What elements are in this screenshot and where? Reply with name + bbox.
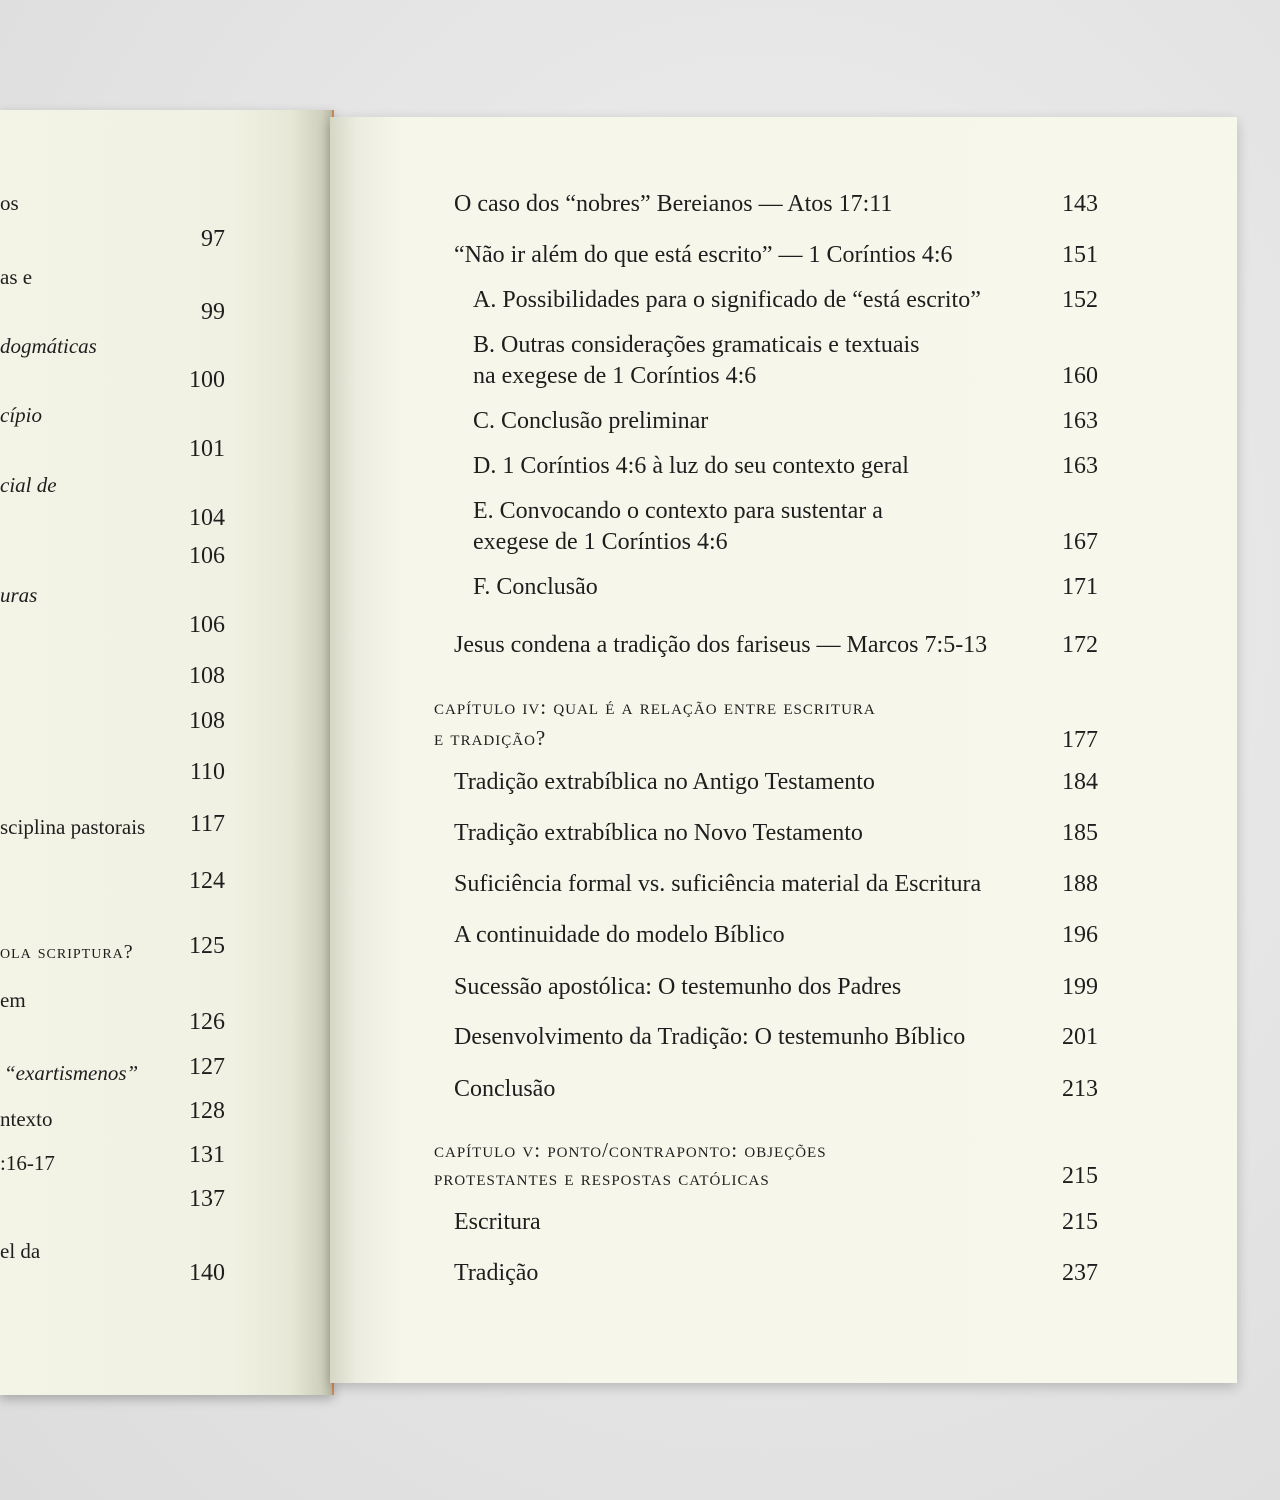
page-number: 201 bbox=[1062, 1024, 1098, 1050]
toc-line-fragment: ntexto bbox=[0, 1107, 53, 1131]
page-number: 199 bbox=[1062, 974, 1098, 1000]
toc-entry-title-continued: exegese de 1 Coríntios 4:6 bbox=[473, 529, 728, 555]
toc-entry-title: A. Possibilidades para o significado de “está escrito” bbox=[473, 287, 981, 313]
page-number: 163 bbox=[1062, 408, 1098, 434]
toc-line-fragment: os bbox=[0, 191, 19, 215]
toc-entry-title: Desenvolvimento da Tradição: O testemunho Bíblico bbox=[454, 1024, 966, 1050]
toc-line-fragment: em bbox=[0, 988, 26, 1012]
page-number: 137 bbox=[189, 1186, 225, 1212]
page-number: 167 bbox=[1062, 529, 1098, 555]
page-number: 104 bbox=[189, 505, 225, 531]
page-number: 160 bbox=[1062, 363, 1098, 389]
page-number: 126 bbox=[189, 1009, 225, 1035]
toc-chapter-title-continued: e tradição? bbox=[434, 726, 547, 750]
toc-entry-title: Tradição extrabíblica no Antigo Testamento bbox=[454, 769, 875, 795]
toc-chapter-title-continued: protestantes e respostas católicas bbox=[434, 1166, 770, 1190]
page-number: 127 bbox=[189, 1054, 225, 1080]
page-number: 97 bbox=[201, 226, 225, 252]
page-number: 172 bbox=[1062, 632, 1098, 658]
page-number: 131 bbox=[189, 1142, 225, 1168]
toc-entry-title: Suficiência formal vs. suficiência material da Escritura bbox=[454, 871, 982, 897]
toc-entry-title: Tradição extrabíblica no Novo Testamento bbox=[454, 820, 863, 846]
page-number: 106 bbox=[189, 543, 225, 569]
page-number: 124 bbox=[189, 868, 225, 894]
page-number: 110 bbox=[189, 759, 225, 785]
toc-line-fragment: cial de bbox=[0, 473, 57, 497]
toc-entry-title: A continuidade do modelo Bíblico bbox=[454, 922, 785, 948]
toc-line-fragment: dogmáticas bbox=[0, 334, 97, 358]
page-number: 196 bbox=[1062, 922, 1098, 948]
toc-entry-title: Sucessão apostólica: O testemunho dos Padres bbox=[454, 974, 902, 1000]
page-number: 143 bbox=[1062, 191, 1098, 217]
page-number: 215 bbox=[1062, 1209, 1098, 1235]
page-number: 108 bbox=[189, 663, 225, 689]
page-number: 237 bbox=[1062, 1260, 1098, 1286]
page-number: 99 bbox=[201, 299, 225, 325]
toc-chapter-fragment: ola scriptura? bbox=[0, 941, 134, 963]
toc-entry-title-continued: na exegese de 1 Coríntios 4:6 bbox=[473, 363, 757, 389]
toc-entry-title: Conclusão bbox=[454, 1076, 556, 1102]
page-number: 188 bbox=[1062, 871, 1098, 897]
toc-entry-title: “Não ir além do que está escrito” — 1 Coríntios 4:6 bbox=[454, 242, 953, 268]
toc-line-fragment: uras bbox=[0, 583, 38, 607]
toc-line-fragment: :16-17 bbox=[0, 1151, 55, 1175]
toc-line-fragment: as e bbox=[0, 265, 33, 289]
toc-entry-title: O caso dos “nobres” Bereianos — Atos 17:11 bbox=[454, 191, 893, 217]
page-number: 125 bbox=[189, 933, 225, 959]
page-number: 163 bbox=[1062, 453, 1098, 479]
toc-entry-title: B. Outras considerações gramaticais e textuais bbox=[473, 332, 920, 358]
page-number: 177 bbox=[1062, 727, 1098, 753]
toc-entry-title: C. Conclusão preliminar bbox=[473, 408, 709, 434]
page-number: 213 bbox=[1062, 1076, 1098, 1102]
toc-line-fragment: sciplina pastorais bbox=[0, 815, 146, 839]
toc-line-fragment: cípio bbox=[0, 403, 42, 427]
page-number: 215 bbox=[1062, 1163, 1098, 1189]
page-number: 117 bbox=[189, 811, 225, 837]
toc-chapter-title: capítulo iv: qual é a relação entre escritura bbox=[434, 695, 876, 719]
page-number: 128 bbox=[189, 1098, 225, 1124]
page-number: 151 bbox=[1062, 242, 1098, 268]
toc-entry-title: Escritura bbox=[454, 1209, 541, 1235]
page-number: 140 bbox=[189, 1260, 225, 1286]
toc-entry-title: D. 1 Coríntios 4:6 à luz do seu contexto geral bbox=[473, 453, 909, 479]
page-number: 171 bbox=[1062, 574, 1098, 600]
page-number: 101 bbox=[189, 436, 225, 462]
page-number: 185 bbox=[1062, 820, 1098, 846]
toc-entry-title: Tradição bbox=[454, 1260, 539, 1286]
page-number: 108 bbox=[189, 708, 225, 734]
page-number: 184 bbox=[1062, 769, 1098, 795]
toc-entry-title: F. Conclusão bbox=[473, 574, 598, 600]
toc-entry-title: Jesus condena a tradição dos fariseus — Marcos 7:5-13 bbox=[454, 632, 988, 658]
toc-entry-title: E. Convocando o contexto para sustentar a bbox=[473, 498, 883, 524]
page-number: 100 bbox=[189, 367, 225, 393]
page-number: 106 bbox=[189, 612, 225, 638]
toc-chapter-title: capítulo v: ponto/contraponto: objeções bbox=[434, 1138, 827, 1162]
page-number: 152 bbox=[1062, 287, 1098, 313]
toc-line-fragment: “exartismenos” bbox=[4, 1061, 139, 1085]
toc-line-fragment: el da bbox=[0, 1239, 41, 1263]
